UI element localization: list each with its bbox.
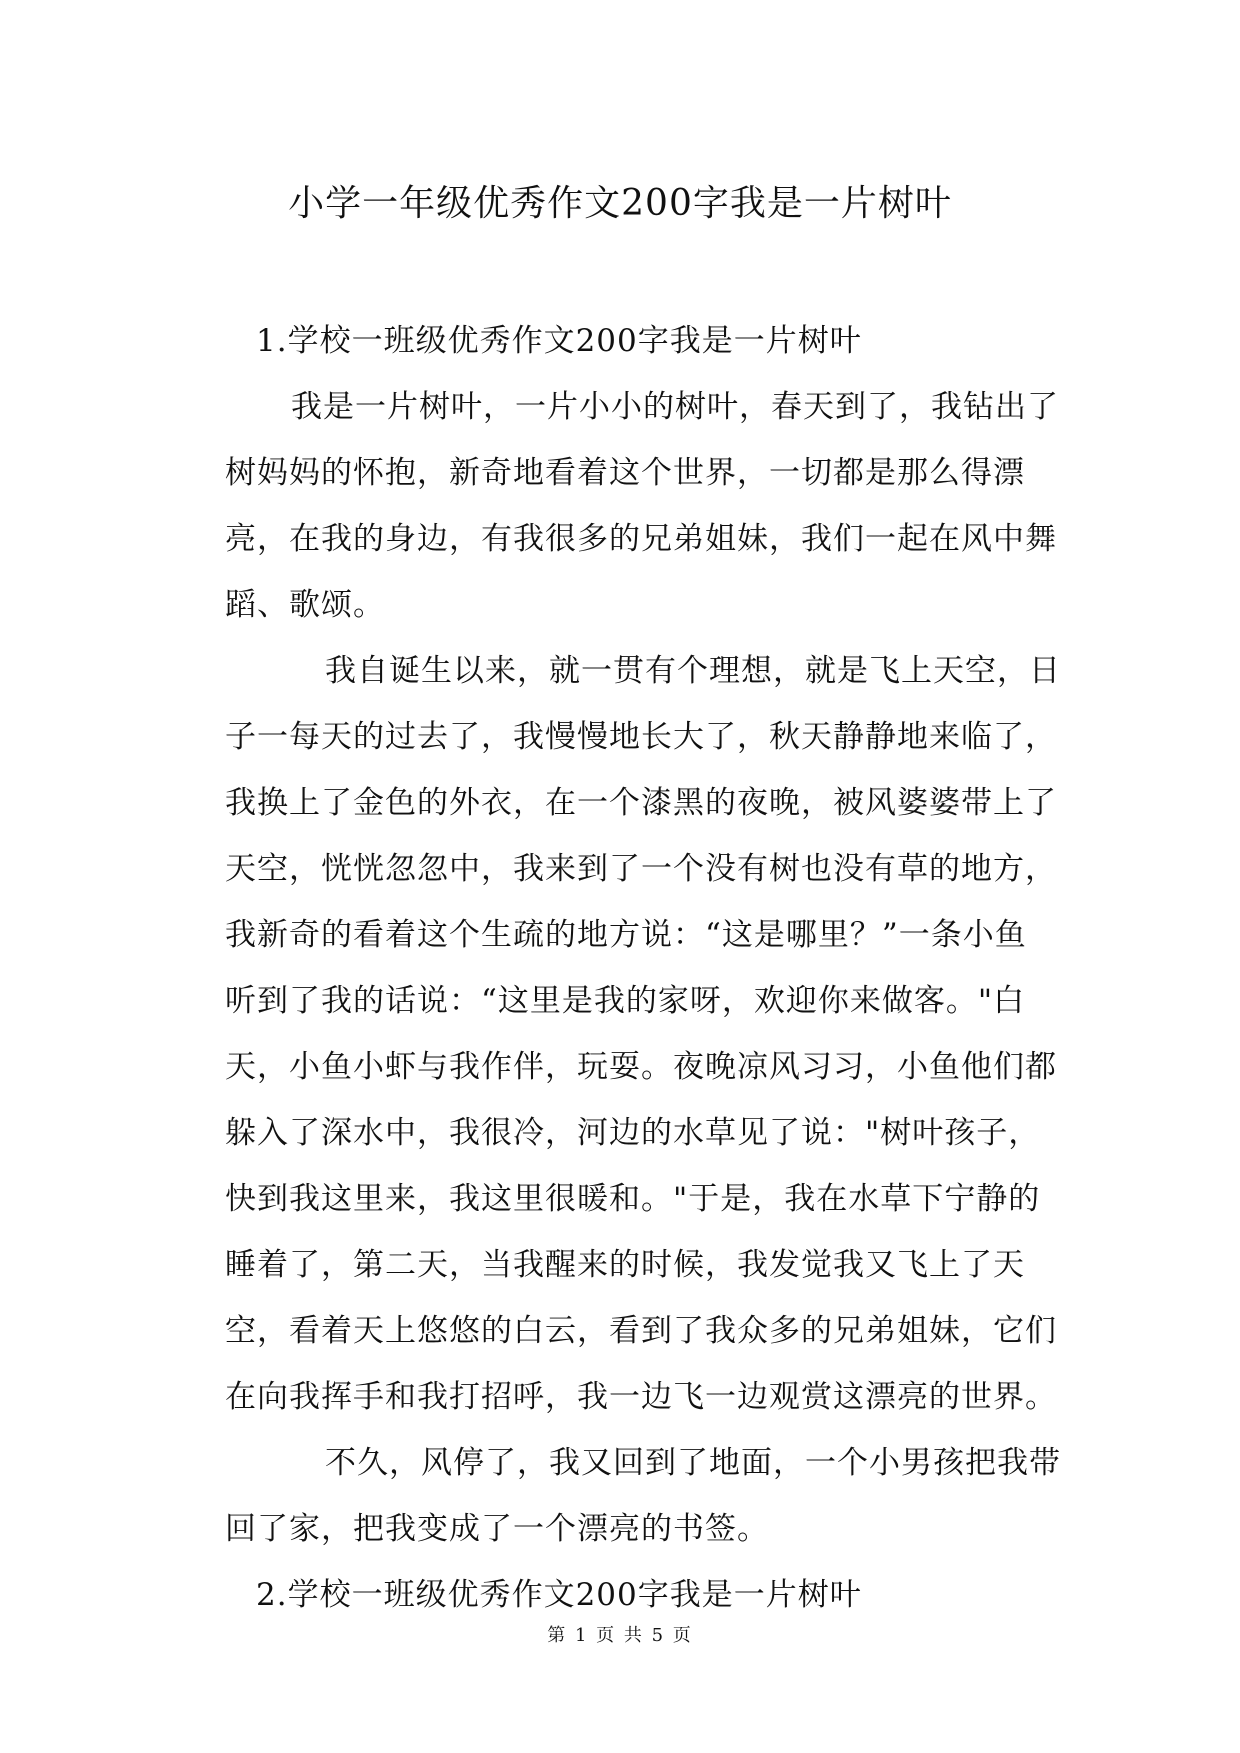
section-heading-1: 1.学校一班级优秀作文200字我是一片树叶: [256, 323, 862, 359]
paragraph-line: 我换上了金色的外衣，在一个漆黑的夜晚，被风婆婆带上了: [225, 785, 1057, 821]
paragraph-line: 空，看着天上悠悠的白云，看到了我众多的兄弟姐妹，它们: [225, 1313, 1057, 1349]
paragraph-line: 树妈妈的怀抱，新奇地看着这个世界，一切都是那么得漂: [225, 455, 1025, 491]
page-footer: 第 1 页 共 5 页: [547, 1625, 693, 1646]
paragraph-line: 睡着了，第二天，当我醒来的时候，我发觉我又飞上了天: [225, 1247, 1025, 1283]
paragraph-line: 听到了我的话说：“这里是我的家呀，欢迎你来做客。"白: [225, 983, 1026, 1019]
paragraph-line: 回了家，把我变成了一个漂亮的书签。: [225, 1511, 769, 1547]
essay-body: [225, 308, 1085, 1628]
paragraph-line: 子一每天的过去了，我慢慢地长大了，秋天静静地来临了，: [225, 719, 1057, 755]
paragraph-line: 我新奇的看着这个生疏的地方说：“这是哪里？”一条小鱼: [225, 917, 1027, 953]
paragraph-line: 躲入了深水中，我很冷，河边的水草见了说："树叶孩子，: [225, 1115, 1041, 1151]
paragraph-line: 天，小鱼小虾与我作伴，玩耍。夜晚凉风习习，小鱼他们都: [225, 1049, 1057, 1085]
paragraph-line: 我自诞生以来，就一贯有个理想，就是飞上天空，日: [325, 653, 1061, 689]
paragraph-line: 亮，在我的身边，有我很多的兄弟姐妹，我们一起在风中舞: [225, 521, 1057, 557]
paragraph-line: 蹈、歌颂。: [225, 587, 385, 623]
paragraph-line: 在向我挥手和我打招呼，我一边飞一边观赏这漂亮的世界。: [225, 1379, 1057, 1415]
section-heading-2: 2.学校一班级优秀作文200字我是一片树叶: [256, 1577, 862, 1613]
paragraph-line: 天空，恍恍忽忽中，我来到了一个没有树也没有草的地方，: [225, 851, 1057, 887]
document-title: 小学一年级优秀作文200字我是一片树叶: [288, 183, 952, 224]
paragraph-line: 快到我这里来，我这里很暖和。"于是，我在水草下宁静的: [225, 1181, 1041, 1217]
paragraph-line: 不久，风停了，我又回到了地面，一个小男孩把我带: [325, 1445, 1061, 1481]
paragraph-line: 我是一片树叶，一片小小的树叶，春天到了，我钻出了: [291, 389, 1059, 425]
